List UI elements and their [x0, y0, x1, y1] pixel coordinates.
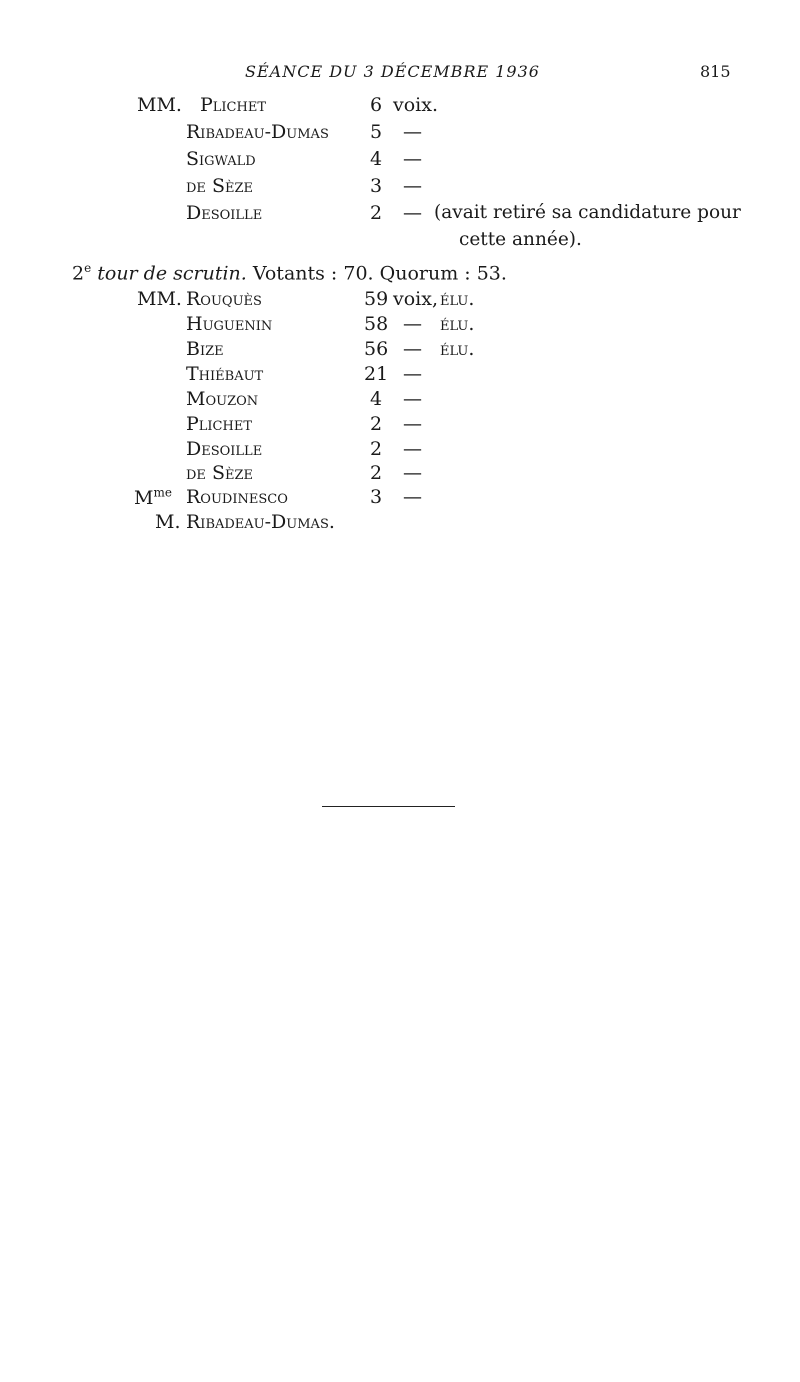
candidate-name: de Sèze	[186, 175, 253, 197]
vote-count: 21	[364, 363, 389, 385]
candidate-name: de Sèze	[186, 462, 253, 484]
vote-count: 2	[370, 438, 383, 460]
vote-unit: —	[403, 388, 422, 410]
candidate-name: Huguenin	[186, 313, 273, 335]
ballot-ordinal: 2	[72, 262, 85, 285]
ballot-ordinal-suffix: e	[84, 261, 92, 275]
election-result: élu.	[440, 288, 475, 310]
candidate-name: Sigwald	[186, 148, 256, 170]
candidate-name: Mouzon	[186, 388, 259, 410]
honorific-mme	[134, 486, 172, 509]
second-ballot-heading	[72, 261, 507, 284]
vote-unit: voix,	[393, 288, 439, 310]
vote-count: 59	[364, 288, 389, 310]
vote-unit: —	[403, 462, 422, 484]
ballot-summary: Votants : 70. Quorum : 53.	[252, 262, 507, 285]
vote-count: 4	[370, 148, 383, 170]
withdrawal-note-continuation: cette année).	[459, 229, 582, 250]
candidate-name: Desoille	[186, 438, 263, 460]
page-number: 815	[700, 62, 731, 81]
vote-count: 6	[370, 94, 383, 116]
election-result: élu.	[440, 338, 475, 360]
vote-unit: —	[403, 175, 422, 197]
last-line-prefix: M.	[155, 511, 181, 533]
withdrawal-note: (avait retiré sa candidature pour	[434, 202, 741, 223]
vote-count: 2	[370, 462, 383, 484]
vote-unit: —	[403, 313, 422, 335]
vote-count: 3	[370, 486, 383, 508]
section-divider	[322, 806, 455, 807]
vote-count: 3	[370, 175, 383, 197]
ballot-label: tour de scrutin.	[97, 262, 247, 285]
vote-unit: —	[403, 121, 422, 143]
second-ballot-prefix: MM.	[137, 288, 182, 310]
vote-unit: —	[403, 338, 422, 360]
vote-unit: —	[403, 363, 422, 385]
vote-unit: —	[403, 438, 422, 460]
candidate-name: Ribadeau-Dumas.	[186, 511, 335, 533]
vote-count: 58	[364, 313, 389, 335]
candidate-name: Ribadeau-Dumas	[186, 121, 329, 143]
candidate-name: Rouquès	[186, 288, 262, 310]
vote-count: 5	[370, 121, 383, 143]
vote-unit: —	[403, 486, 422, 508]
candidate-name: Plichet	[186, 413, 252, 435]
honorific-text: $M^{me}$	[134, 486, 172, 510]
candidate-name: Plichet	[200, 94, 266, 116]
vote-count: 2	[370, 202, 383, 224]
candidate-name: Thiébaut	[186, 363, 264, 385]
honorific-superscript: me	[153, 486, 172, 500]
first-ballot-prefix: MM.	[137, 94, 182, 116]
running-title: SÉANCE DU 3 DÉCEMBRE 1936	[245, 62, 540, 81]
election-result: élu.	[440, 313, 475, 335]
vote-count: 56	[364, 338, 389, 360]
vote-unit: —	[403, 413, 422, 435]
candidate-name: Desoille	[186, 202, 263, 224]
vote-unit: voix.	[393, 94, 439, 116]
vote-unit: —	[403, 202, 422, 224]
vote-count: 4	[370, 388, 383, 410]
candidate-name: Bize	[186, 338, 224, 360]
vote-count: 2	[370, 413, 383, 435]
candidate-name: Roudinesco	[186, 486, 288, 508]
vote-unit: —	[403, 148, 422, 170]
